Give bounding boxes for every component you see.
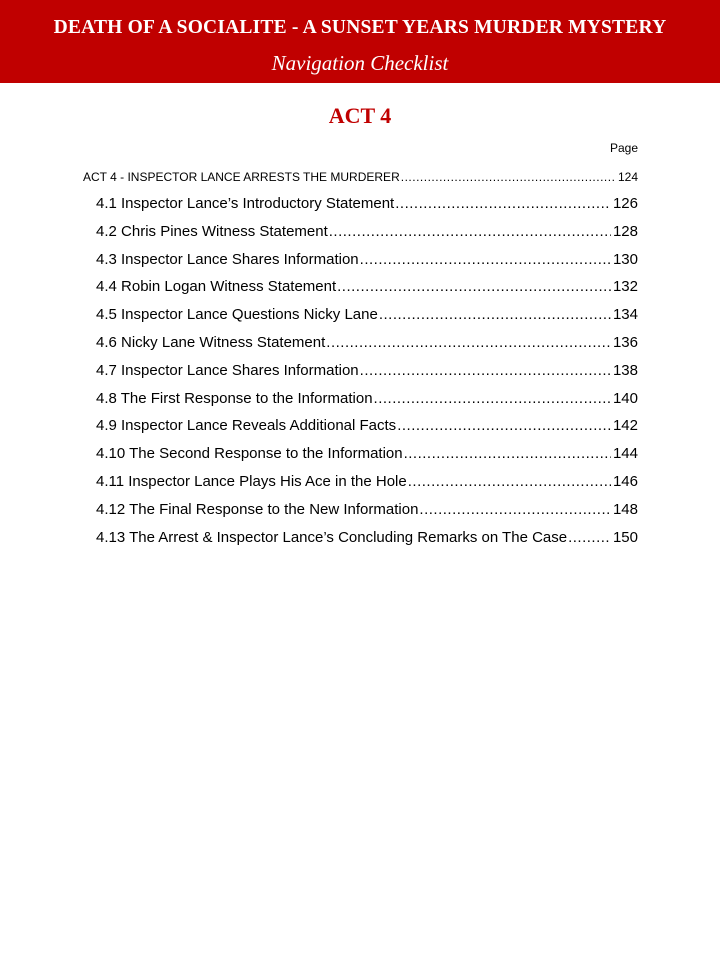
dot-leader <box>395 190 611 218</box>
toc-entry-label: 4.5 Inspector Lance Questions Nicky Lane <box>96 306 378 324</box>
toc-entry-label: 4.2 Chris Pines Witness Statement <box>96 222 328 240</box>
toc-entry-page: 130 <box>612 250 638 268</box>
toc-entry-page: 142 <box>612 417 638 435</box>
toc-entry-label: 4.11 Inspector Lance Plays His Ace in the Hole <box>96 472 407 490</box>
dot-leader <box>397 412 611 440</box>
toc-entry[interactable] <box>96 524 638 552</box>
dot-leader <box>329 218 611 246</box>
toc-entry[interactable] <box>96 301 638 329</box>
toc-entry-label: 4.9 Inspector Lance Reveals Additional Facts <box>96 417 397 435</box>
toc-entry[interactable] <box>96 190 638 218</box>
dot-leader <box>360 246 611 274</box>
toc-entry[interactable] <box>96 412 638 440</box>
toc-entry-label: 4.8 The First Response to the Information <box>96 389 373 407</box>
toc-entry-page: 132 <box>612 278 638 296</box>
toc-entry-label: 4.1 Inspector Lance’s Introductory Statement <box>96 195 395 212</box>
dot-leader <box>408 468 611 496</box>
document-title: DEATH OF A SOCIALITE - A SUNSET YEARS MURDER MYSTERY <box>53 17 667 38</box>
dot-leader <box>568 524 611 552</box>
toc-entry-label: 4.4 Robin Logan Witness Statement <box>96 278 337 296</box>
toc-entry[interactable] <box>96 218 638 246</box>
dot-leader <box>326 329 611 357</box>
toc-entry[interactable] <box>96 329 638 357</box>
toc-entry[interactable] <box>96 468 638 496</box>
header-banner <box>0 0 720 83</box>
dot-leader <box>401 169 616 186</box>
dot-leader <box>337 273 611 301</box>
toc-entry-label: 4.3 Inspector Lance Shares Information <box>96 250 359 268</box>
toc-entry-label: 4.6 Nicky Lane Witness Statement <box>96 333 326 351</box>
dot-leader <box>379 301 611 329</box>
toc-entry-label: 4.10 The Second Response to the Information <box>96 445 403 463</box>
toc-entry[interactable] <box>96 357 638 385</box>
toc-entry-page: 134 <box>612 306 638 324</box>
toc-entry-page: 136 <box>612 333 638 351</box>
toc-entry-page: 128 <box>612 222 638 240</box>
toc-entry[interactable] <box>96 496 638 524</box>
toc-entry-page: 126 <box>612 195 638 212</box>
toc-entry-page: 150 <box>612 528 638 546</box>
toc-act-entry-label: ACT 4 - INSPECTOR LANCE ARRESTS THE MURDERER <box>83 170 400 184</box>
toc-entry-page: 148 <box>612 500 638 518</box>
toc-entry-label: 4.7 Inspector Lance Shares Information <box>96 361 359 379</box>
document-subtitle: Navigation Checklist <box>271 51 449 75</box>
toc-entry-page: 146 <box>612 472 638 490</box>
toc-act-entry[interactable] <box>83 169 638 186</box>
toc-entry[interactable] <box>96 385 638 413</box>
toc-act-entry-page: 124 <box>617 170 638 184</box>
dot-leader <box>374 385 611 413</box>
toc-entry[interactable] <box>96 273 638 301</box>
page-column-label: Page <box>609 141 638 155</box>
dot-leader <box>419 496 611 524</box>
toc-entry-label: 4.13 The Arrest & Inspector Lance’s Concluding Remarks on The Case <box>96 528 568 546</box>
toc-entry-page: 140 <box>612 389 638 407</box>
toc-entry[interactable] <box>96 440 638 468</box>
toc-entry[interactable] <box>96 246 638 274</box>
toc-entry-label: 4.12 The Final Response to the New Information <box>96 500 419 518</box>
dot-leader <box>404 440 611 468</box>
dot-leader <box>360 357 611 385</box>
act-heading: ACT 4 <box>328 103 392 128</box>
toc-entry-page: 144 <box>612 445 638 463</box>
toc-entry-list <box>96 190 638 551</box>
toc-entry-page: 138 <box>612 361 638 379</box>
